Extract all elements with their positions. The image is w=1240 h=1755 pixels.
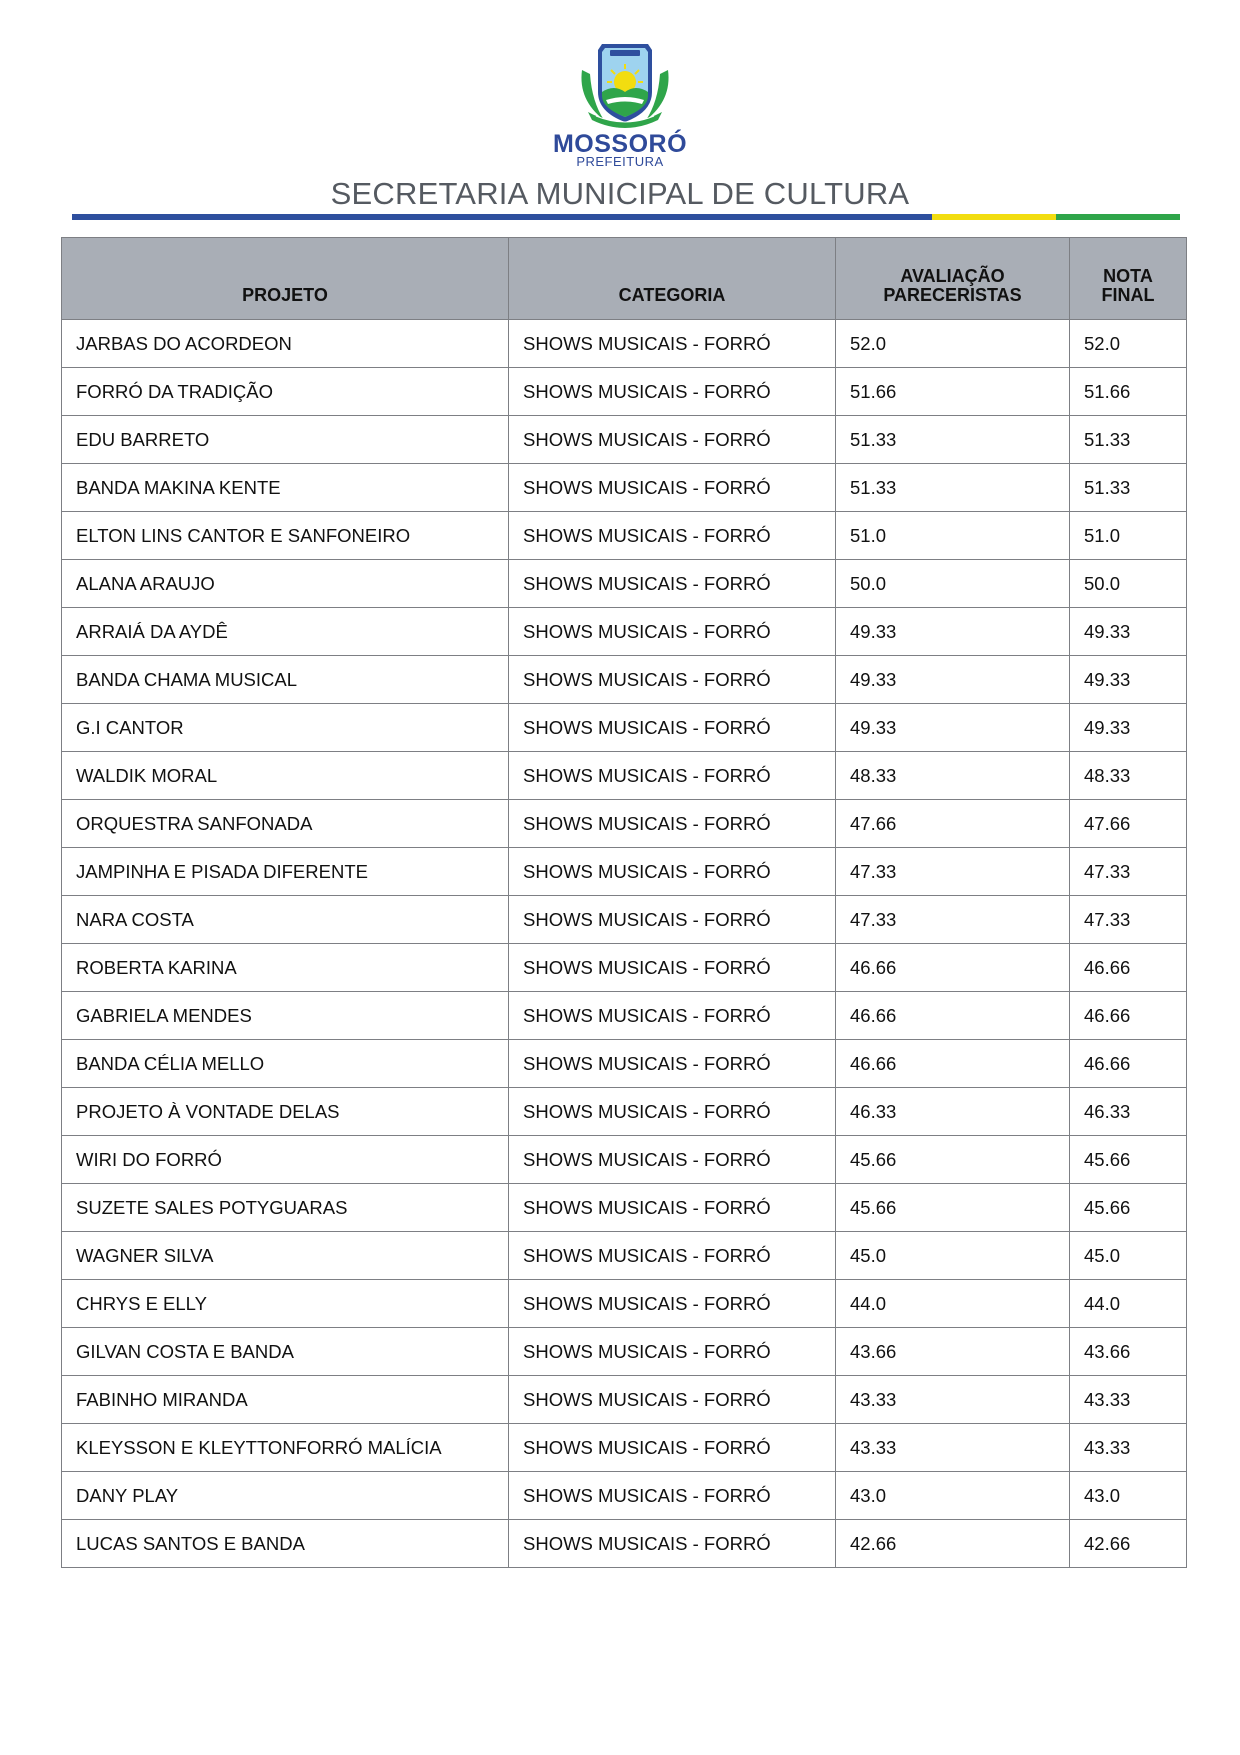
cell-categoria: SHOWS MUSICAIS - FORRÓ	[509, 1280, 836, 1328]
cell-categoria: SHOWS MUSICAIS - FORRÓ	[509, 752, 836, 800]
cell-categoria: SHOWS MUSICAIS - FORRÓ	[509, 1232, 836, 1280]
cell-avaliacao: 43.0	[836, 1472, 1070, 1520]
cell-projeto: BANDA CHAMA MUSICAL	[62, 656, 509, 704]
table-row	[62, 320, 1187, 368]
brand-subtitle: PREFEITURA	[576, 154, 664, 169]
brand-name: MOSSORÓ	[552, 130, 688, 158]
table-row	[62, 1184, 1187, 1232]
column-header-nota-final: NOTA FINAL	[1070, 238, 1187, 320]
department-title: SECRETARIA MUNICIPAL DE CULTURA	[330, 176, 910, 211]
cell-categoria: SHOWS MUSICAIS - FORRÓ	[509, 416, 836, 464]
cell-nota-final: 46.66	[1070, 992, 1187, 1040]
cell-nota-final: 43.66	[1070, 1328, 1187, 1376]
cell-avaliacao: 51.0	[836, 512, 1070, 560]
cell-avaliacao: 47.33	[836, 848, 1070, 896]
cell-avaliacao: 50.0	[836, 560, 1070, 608]
table-row	[62, 1472, 1187, 1520]
table-row	[62, 1520, 1187, 1568]
cell-categoria: SHOWS MUSICAIS - FORRÓ	[509, 320, 836, 368]
cell-nota-final: 43.33	[1070, 1424, 1187, 1472]
cell-categoria: SHOWS MUSICAIS - FORRÓ	[509, 848, 836, 896]
cell-avaliacao: 43.33	[836, 1376, 1070, 1424]
cell-categoria: SHOWS MUSICAIS - FORRÓ	[509, 896, 836, 944]
cell-categoria: SHOWS MUSICAIS - FORRÓ	[509, 800, 836, 848]
cell-nota-final: 47.33	[1070, 896, 1187, 944]
cell-categoria: SHOWS MUSICAIS - FORRÓ	[509, 944, 836, 992]
cell-projeto: LUCAS SANTOS E BANDA	[62, 1520, 509, 1568]
cell-projeto: G.I CANTOR	[62, 704, 509, 752]
table-row	[62, 656, 1187, 704]
cell-categoria: SHOWS MUSICAIS - FORRÓ	[509, 368, 836, 416]
cell-nota-final: 51.66	[1070, 368, 1187, 416]
cell-categoria: SHOWS MUSICAIS - FORRÓ	[509, 608, 836, 656]
cell-categoria: SHOWS MUSICAIS - FORRÓ	[509, 992, 836, 1040]
cell-projeto: EDU BARRETO	[62, 416, 509, 464]
cell-projeto: FABINHO MIRANDA	[62, 1376, 509, 1424]
cell-projeto: ROBERTA KARINA	[62, 944, 509, 992]
table-header-row	[62, 238, 1187, 320]
cell-avaliacao: 46.66	[836, 1040, 1070, 1088]
mossoro-coat-of-arms-icon	[574, 40, 676, 128]
cell-avaliacao: 51.33	[836, 464, 1070, 512]
table-row	[62, 1376, 1187, 1424]
page-header	[0, 0, 1240, 230]
cell-categoria: SHOWS MUSICAIS - FORRÓ	[509, 1088, 836, 1136]
cell-avaliacao: 46.66	[836, 944, 1070, 992]
cell-nota-final: 49.33	[1070, 656, 1187, 704]
cell-projeto: WALDIK MORAL	[62, 752, 509, 800]
cell-projeto: ALANA ARAUJO	[62, 560, 509, 608]
results-table	[61, 237, 1187, 1568]
table-row	[62, 608, 1187, 656]
cell-avaliacao: 48.33	[836, 752, 1070, 800]
cell-nota-final: 51.33	[1070, 416, 1187, 464]
cell-projeto: ORQUESTRA SANFONADA	[62, 800, 509, 848]
cell-projeto: SUZETE SALES POTYGUARAS	[62, 1184, 509, 1232]
cell-categoria: SHOWS MUSICAIS - FORRÓ	[509, 464, 836, 512]
cell-nota-final: 46.66	[1070, 1040, 1187, 1088]
table-row	[62, 1280, 1187, 1328]
table-row	[62, 704, 1187, 752]
table-row	[62, 1424, 1187, 1472]
cell-avaliacao: 43.66	[836, 1328, 1070, 1376]
table-row	[62, 512, 1187, 560]
cell-avaliacao: 47.66	[836, 800, 1070, 848]
cell-nota-final: 52.0	[1070, 320, 1187, 368]
cell-nota-final: 42.66	[1070, 1520, 1187, 1568]
cell-nota-final: 49.33	[1070, 704, 1187, 752]
column-header-projeto: PROJETO	[62, 238, 509, 320]
cell-nota-final: 47.33	[1070, 848, 1187, 896]
table-row	[62, 944, 1187, 992]
cell-nota-final: 43.0	[1070, 1472, 1187, 1520]
cell-avaliacao: 45.0	[836, 1232, 1070, 1280]
cell-avaliacao: 51.66	[836, 368, 1070, 416]
cell-avaliacao: 47.33	[836, 896, 1070, 944]
cell-categoria: SHOWS MUSICAIS - FORRÓ	[509, 1040, 836, 1088]
cell-categoria: SHOWS MUSICAIS - FORRÓ	[509, 1184, 836, 1232]
cell-avaliacao: 51.33	[836, 416, 1070, 464]
cell-nota-final: 46.66	[1070, 944, 1187, 992]
cell-projeto: GABRIELA MENDES	[62, 992, 509, 1040]
cell-projeto: FORRÓ DA TRADIÇÃO	[62, 368, 509, 416]
cell-avaliacao: 43.33	[836, 1424, 1070, 1472]
cell-nota-final: 49.33	[1070, 608, 1187, 656]
table-row	[62, 896, 1187, 944]
table-row	[62, 800, 1187, 848]
cell-nota-final: 45.66	[1070, 1184, 1187, 1232]
cell-categoria: SHOWS MUSICAIS - FORRÓ	[509, 704, 836, 752]
cell-avaliacao: 52.0	[836, 320, 1070, 368]
cell-projeto: JARBAS DO ACORDEON	[62, 320, 509, 368]
table-row	[62, 560, 1187, 608]
cell-projeto: PROJETO À VONTADE DELAS	[62, 1088, 509, 1136]
cell-projeto: WIRI DO FORRÓ	[62, 1136, 509, 1184]
table-row	[62, 1328, 1187, 1376]
cell-nota-final: 45.66	[1070, 1136, 1187, 1184]
cell-projeto: KLEYSSON E KLEYTTONFORRÓ MALÍCIA	[62, 1424, 509, 1472]
table-row	[62, 368, 1187, 416]
divider-stripe-blue	[72, 214, 932, 220]
cell-projeto: ARRAIÁ DA AYDÊ	[62, 608, 509, 656]
table-row	[62, 992, 1187, 1040]
cell-nota-final: 51.33	[1070, 464, 1187, 512]
cell-nota-final: 51.0	[1070, 512, 1187, 560]
cell-projeto: BANDA CÉLIA MELLO	[62, 1040, 509, 1088]
cell-avaliacao: 49.33	[836, 608, 1070, 656]
cell-categoria: SHOWS MUSICAIS - FORRÓ	[509, 1424, 836, 1472]
table-row	[62, 464, 1187, 512]
cell-categoria: SHOWS MUSICAIS - FORRÓ	[509, 1472, 836, 1520]
cell-categoria: SHOWS MUSICAIS - FORRÓ	[509, 1136, 836, 1184]
cell-projeto: NARA COSTA	[62, 896, 509, 944]
cell-avaliacao: 45.66	[836, 1184, 1070, 1232]
cell-categoria: SHOWS MUSICAIS - FORRÓ	[509, 1328, 836, 1376]
cell-nota-final: 45.0	[1070, 1232, 1187, 1280]
cell-avaliacao: 42.66	[836, 1520, 1070, 1568]
cell-avaliacao: 49.33	[836, 704, 1070, 752]
cell-projeto: DANY PLAY	[62, 1472, 509, 1520]
cell-nota-final: 44.0	[1070, 1280, 1187, 1328]
column-header-avaliacao: AVALIAÇÃO PARECERISTAS	[836, 238, 1070, 320]
table-row	[62, 1088, 1187, 1136]
cell-projeto: GILVAN COSTA E BANDA	[62, 1328, 509, 1376]
divider-stripe-yellow	[932, 214, 1056, 220]
column-header-categoria: CATEGORIA	[509, 238, 836, 320]
table-row	[62, 416, 1187, 464]
cell-avaliacao: 46.66	[836, 992, 1070, 1040]
table-row	[62, 848, 1187, 896]
cell-avaliacao: 49.33	[836, 656, 1070, 704]
cell-nota-final: 43.33	[1070, 1376, 1187, 1424]
table-row	[62, 1232, 1187, 1280]
cell-projeto: WAGNER SILVA	[62, 1232, 509, 1280]
cell-categoria: SHOWS MUSICAIS - FORRÓ	[509, 512, 836, 560]
cell-projeto: BANDA MAKINA KENTE	[62, 464, 509, 512]
cell-projeto: CHRYS E ELLY	[62, 1280, 509, 1328]
table-row	[62, 1040, 1187, 1088]
cell-categoria: SHOWS MUSICAIS - FORRÓ	[509, 1520, 836, 1568]
cell-categoria: SHOWS MUSICAIS - FORRÓ	[509, 560, 836, 608]
divider-stripe-green	[1056, 214, 1180, 220]
table-row	[62, 1136, 1187, 1184]
cell-projeto: ELTON LINS CANTOR E SANFONEIRO	[62, 512, 509, 560]
cell-nota-final: 50.0	[1070, 560, 1187, 608]
cell-avaliacao: 44.0	[836, 1280, 1070, 1328]
cell-nota-final: 47.66	[1070, 800, 1187, 848]
cell-categoria: SHOWS MUSICAIS - FORRÓ	[509, 1376, 836, 1424]
cell-categoria: SHOWS MUSICAIS - FORRÓ	[509, 656, 836, 704]
cell-avaliacao: 45.66	[836, 1136, 1070, 1184]
cell-avaliacao: 46.33	[836, 1088, 1070, 1136]
cell-nota-final: 48.33	[1070, 752, 1187, 800]
cell-projeto: JAMPINHA E PISADA DIFERENTE	[62, 848, 509, 896]
table-row	[62, 752, 1187, 800]
cell-nota-final: 46.33	[1070, 1088, 1187, 1136]
